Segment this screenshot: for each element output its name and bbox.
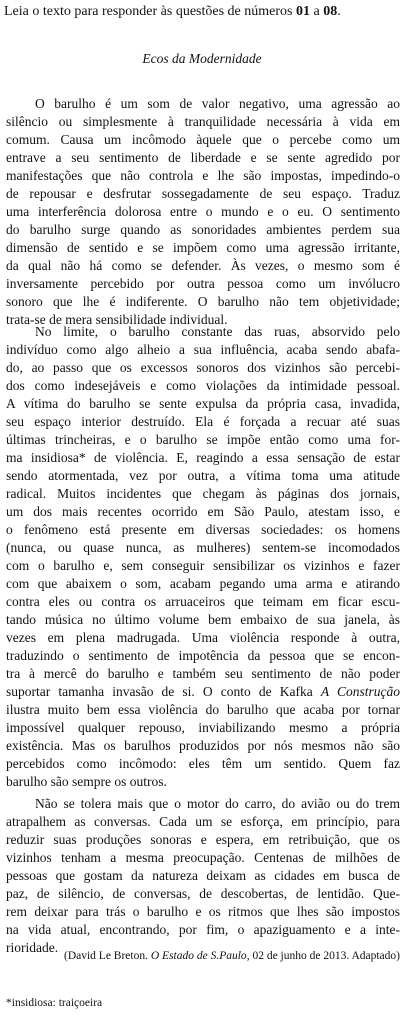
text-line: do, ao passo que os excessos sonoros dos vizinhos são percebi-	[6, 360, 400, 375]
text-line: ilustra muito bem essa violência do barulho que acaba por tornar	[6, 702, 400, 717]
text-line: inversamente percebido por outra pessoa como um invólucro	[6, 276, 400, 291]
text-line: o fenômeno está presente em diversas sociedades: os homens	[6, 522, 400, 537]
instruction-period: .	[337, 4, 341, 19]
text-line: indivíduo como algo alheio a sua influência, acaba sendo abafa-	[6, 342, 400, 357]
text-line: entrave a seu sentimento de liberdade e se sente agredido por	[6, 150, 400, 165]
text-line: existência. Mas os barulhos produzidos por nós mesmos não são	[6, 738, 400, 753]
text-title: Ecos da Modernidade	[142, 51, 262, 66]
text-line: tra à mercê do barulho e também seu sentimento de não poder	[6, 666, 400, 681]
text-line: percebidos como incômodo: eles têm um sentido. Quem faz	[6, 756, 400, 771]
text-line: uma interferência dolorosa entre o mundo e o eu. O sentimento	[6, 204, 400, 219]
text-line: seu espaço interior destruído. Ela é forçada a recuar até suas	[6, 414, 400, 429]
text-line: A vítima do barulho se sente expulsa da própria casa, invadida,	[6, 396, 400, 411]
source-citation	[64, 948, 400, 964]
text-line: sendo atormentada, vez por outra, a vítima toma uma atitude	[6, 468, 400, 483]
first-question-number: 01	[295, 4, 310, 19]
text-line: O barulho é um som de valor negativo, uma agressão ao	[35, 96, 400, 111]
text-line	[6, 683, 400, 701]
text-line: na vida atual, encontrando, por fim, o apaziguamento e a inte-	[6, 922, 400, 937]
citation-author: (David Le Breton.	[63, 950, 151, 962]
last-question-number: 08	[323, 4, 338, 19]
text-line: vezes em plena madrugada. Uma violência responde à outra,	[6, 630, 400, 645]
text-line: sonoro que lhe é indiferente. O barulho não tem objetividade;	[6, 294, 400, 309]
text-line: com que abaixem o som, acabam pegando uma arma e atirando	[6, 576, 400, 591]
text-line: paz, de silêncio, de conversas, de descobertas, de lentidão. Que-	[6, 886, 400, 901]
text-line: barulho são sempre os outros.	[6, 774, 167, 789]
citation-newspaper: O Estado de S.Paulo	[150, 950, 247, 962]
text-line: um dos mais recentes ocorrido em São Paulo, atestam isso, e	[6, 504, 400, 519]
text-line: rem deixar para trás o barulho e os ritmos que lhes são impostos	[6, 904, 400, 919]
text-line: vizinhos tenham a mesma preocupação. Centenas de milhões de	[6, 850, 400, 865]
kafka-work-title: A Construção	[320, 684, 400, 699]
text-line: com o barulho e, sem conseguir sensibilizar os vizinhos e fazer	[6, 558, 400, 573]
text-line: do barulho surge quando as sonoridades ambientes perdem sua	[6, 222, 400, 237]
instruction-text: Leia o texto para responder às questões de números	[4, 4, 296, 19]
text-line: rioridade.	[6, 940, 59, 955]
instruction-line	[4, 3, 402, 21]
text-line: contra eles ou contra os arruaceiros que teimam em ficar escu-	[6, 594, 400, 609]
text-line: comum. Causa um incômodo àquele que o percebe como um	[6, 132, 400, 147]
text-line: No limite, o barulho constante das ruas, absorvido pelo	[35, 324, 400, 339]
footnote: *insidiosa: traiçoeira	[6, 997, 103, 1009]
text-line-segment: suportar tamanha invasão de si. O conto de Kafka	[6, 684, 321, 699]
text-line: últimas trincheiras, e o barulho se impõe então como uma for-	[6, 432, 400, 447]
instruction-connector: a	[309, 4, 324, 19]
text-line: traduzindo o sentimento de impotência da pessoa que se encon-	[6, 648, 400, 663]
text-line: dos como indesejáveis e como violações da intimidade pessoal.	[6, 378, 400, 393]
text-line: trata-se de mera sensibilidade individual.	[6, 312, 228, 327]
text-line: tando música no último volume bem embaixo de sua janela, às	[6, 612, 400, 627]
text-line: silêncio ou simplesmente à tranquilidade necessária à vida em	[6, 114, 400, 129]
text-line: (nunca, ou quase nunca, as mulheres) sentem-se incomodados	[6, 540, 400, 555]
text-line: dimensão de sentido e se impõem como uma agressão irritante,	[6, 240, 400, 255]
text-line: manifestações que não controla e lhe são impostas, impedindo-o	[6, 168, 400, 183]
text-line: ma insidiosa* de violência. E, reagindo a essa sensação de estar	[6, 450, 400, 465]
citation-date: , 02 de junho de 2013. Adaptado)	[246, 950, 400, 962]
text-line: pessoas que gostam da natureza deixam as cidades em busca de	[6, 868, 400, 883]
text-line: impossível qualquer repouso, inviabilizando mesmo a própria	[6, 720, 400, 735]
text-line: atrapalhem as conversas. Cada um se esforça, em princípio, para	[6, 814, 400, 829]
text-line: da qual não há como se defender. Às vezes, o mesmo som é	[6, 258, 400, 273]
text-line: reduzir suas produções sonoras e espera, em retribuição, que os	[6, 832, 400, 847]
text-line: de repousar e desfrutar sossegadamente de seu espaço. Traduz	[6, 186, 400, 201]
text-line: radical. Muitos incidentes que chegam às páginas dos jornais,	[6, 486, 400, 501]
text-line: Não se tolera mais que o motor do carro, do avião ou do trem	[35, 796, 400, 811]
